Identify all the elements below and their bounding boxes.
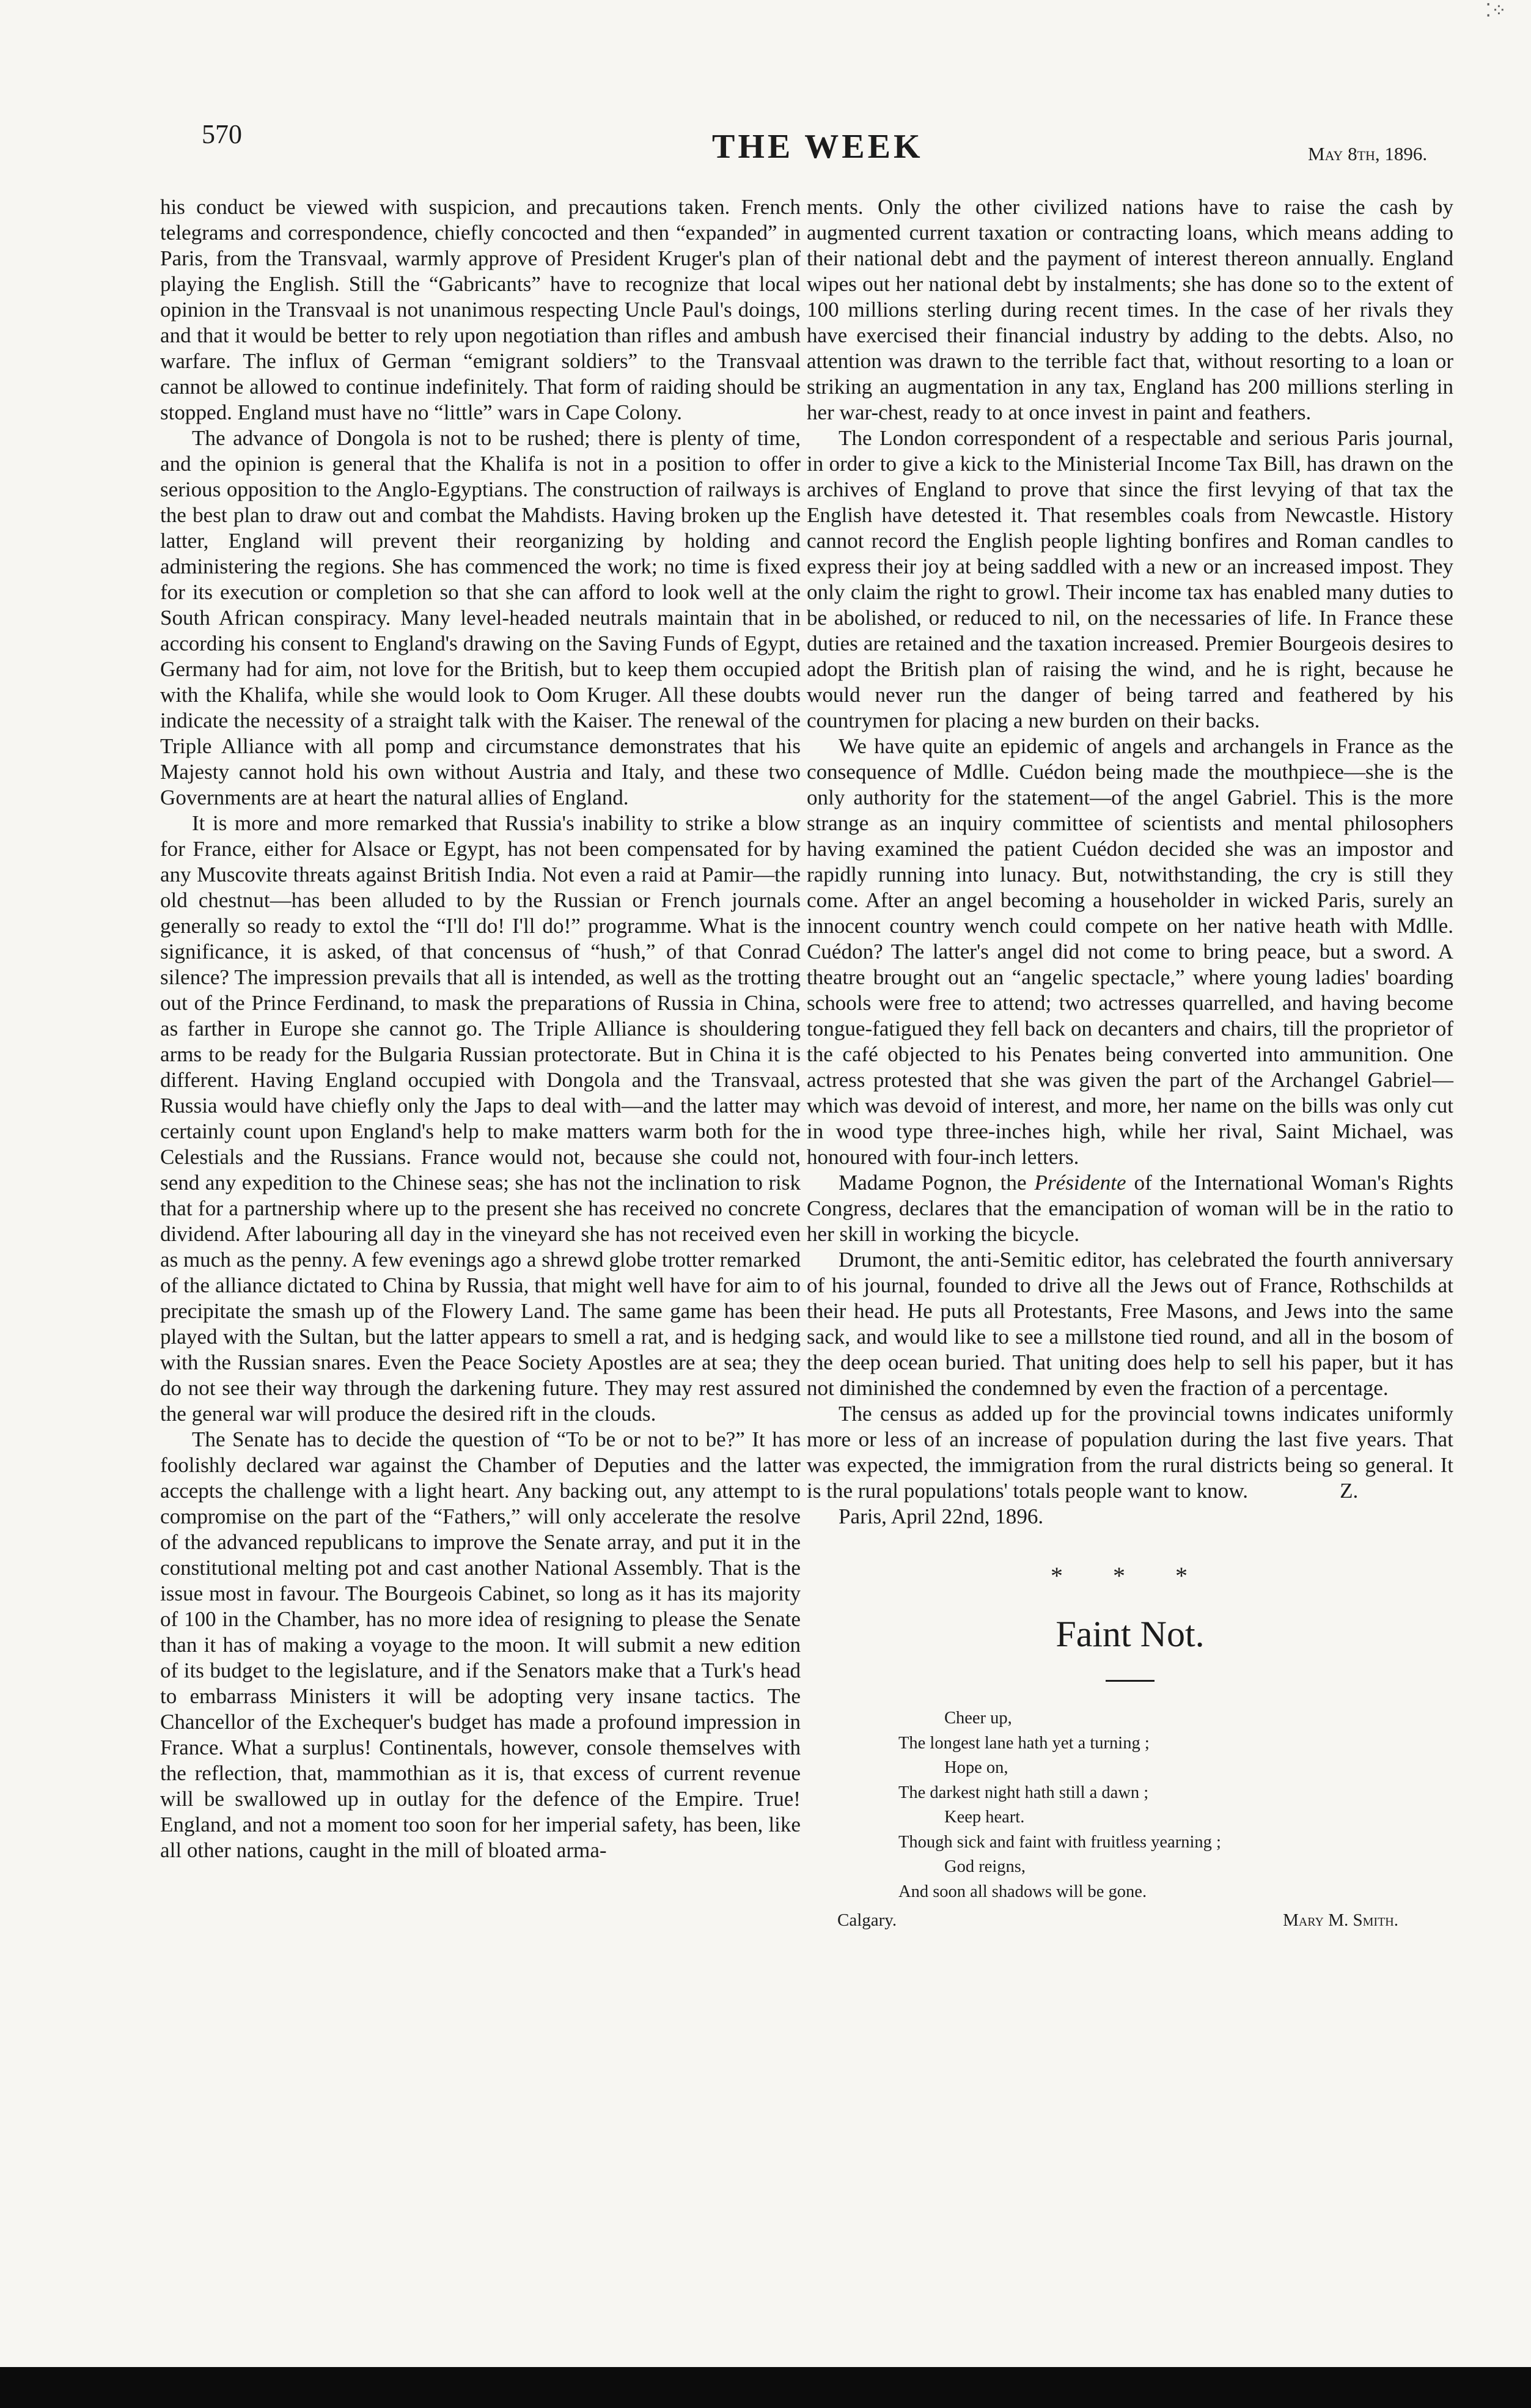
census-text: The census as added up for the provincial towns indicates uniformly more or less of an increase of population during the last five years. That was expected, the immigration from the rural districts being so general. It is the rural populations' totals people want to know. <box>807 1402 1453 1503</box>
paragraph-angels: We have quite an epidemic of angels and archangels in France as the consequence of Mdlle. Cuédon being made the mouthpiece—she is the only authority for the statement—of the angel Gabriel. This is the more strange as an inquiry committee of scientists and mental philosophers having examined the patient Cuédon decided she was an impostor and rapidly running into lunacy. But, notwithstanding, the cry is still they come. After an angel becoming a householder in wicked Paris, surely an innocent country wench could compete on her native heath with Mdlle. Cuédon? The latter's angel did not come to bring peace, but a sword. A theatre brought out an “angelic spectacle,” where young ladies' boarding schools were free to attend; two actresses quarrelled, and having become tongue-fatigued they fell back on decanters and chairs, till the proprietor of the café objected to his Penates being converted into ammunition. One actress protested that she was given the part of the Archangel Gabriel—which was devoid of interest, and more, her name on the bills was only cut in wood type three-inches high, while her rival, Saint Michael, was honoured with four-inch letters. <box>807 734 1453 1169</box>
poem-line: Cheer up, <box>944 1709 1012 1728</box>
poem-line: God reigns, <box>944 1857 1026 1876</box>
paragraph-transvaal-cont: his conduct be viewed with suspicion, and precautions taken. French telegrams and correspondence, chiefly concocted and then “expanded” in Paris, from the Transvaal, warmly approve of President Kruger's plan of playing the English. Still the “Gabricants” have to recognize that local opinion in the Transvaal is not unanimous respecting Uncle Paul's doings, and that it would be better to rely upon negotiation than rifles and ambush warfare. The influx of German “emigrant soldiers” to the Transvaal cannot be allowed to continue indefinitely. That form of raiding should be stopped. England must have no “little” wars in Cape Colony. <box>160 195 801 424</box>
poem-body <box>898 1706 1453 1904</box>
poem-title: Faint Not. <box>1056 1614 1205 1654</box>
paragraph-senate: The Senate has to decide the question of “To be or not to be?” It has foolishly declared war against the Chamber of Deputies and the latter accepts the challenge with a light heart. Any backing out, any attempt to compromise on the part of the “Fathers,” will only accelerate the resolve of the advanced republicans to improve the Senate array, and put it in the constitutional melting pot and cast another National Assembly. That is the issue most in favour. The Bourgeois Cabinet, so long as it has its majority of 100 in the Chamber, has no more idea of resigning to please the Senate than it has of making a voyage to the moon. It will submit a new edition of its budget to the legislature, and if the Senators make that a Turk's head to embarrass Ministers it will be adopting very insane tactics. The Chancellor of the Exchequer's budget has made a profound impression in France. What a surplus! Continentals, however, console themselves with the reflection, that, mammothian as it is, that excess of current revenue will be swallowed up in outlay for the defence of the Empire. True! England, and not a moment too soon for her imperial safety, has been, like all other nations, caught in the mill of bloated arma- <box>160 1427 801 1862</box>
paragraph-census <box>807 1401 1453 1504</box>
paragraph-russia: It is more and more remarked that Russia's inability to strike a blow for France, either for Alsace or Egypt, has not been compensated for by any Muscovite threats against British India. Not even a raid at Pamir—the old chestnut—has been alluded to by the Russian or French journals generally so ready to extol the “I'll do! I'll do!” programme. What is the significance, it is asked, of that concensus of “hush,” of that Conrad silence? The impression prevails that all is intended, as well as the trotting out of the Prince Ferdinand, to mask the preparations of Russia in China, as farther in Europe she cannot go. The Triple Alliance is shouldering arms to be ready for the Bulgaria Russian protectorate. But in China it is different. Having England occupied with Dongola and the Transvaal, Russia would have chiefly only the Japs to deal with—and the latter may certainly count upon England's help to make matters warm both for the Celestials and the Russians. France would not, because she could not, send any expedition to the Chinese seas; she has not the inclination to risk that for a partnership where up to the present she has received no concrete dividend. After labouring all day in the vineyard she has not received even as much as the penny. A few evenings ago a shrewd globe trotter remarked of the alliance dictated to China by Russia, that might well have for aim to precipitate the smash up of the Flowery Land. The same game has been played with the Sultan, but the latter appears to smell a rat, and is hedging with the Russian snares. Even the Peace Society Apostles are at sea; they do not see their way through the darkening future. They may rest assured the general war will produce the desired rift in the clouds. <box>160 811 801 1426</box>
poem-signature-row <box>807 1908 1453 1932</box>
article-dateline: Paris, April 22nd, 1896. <box>839 1504 1044 1528</box>
presidente-italic: Présidente <box>1034 1171 1126 1195</box>
page-corner-mark: ⁚⁘ <box>1485 1 1507 21</box>
issue-date: May 8th, 1896. <box>1308 143 1428 164</box>
scan-edge-band <box>0 2367 1531 2408</box>
poem-line: The longest lane hath yet a turning ; <box>898 1733 1150 1753</box>
right-column <box>807 194 1453 1932</box>
running-title: THE WEEK <box>712 128 923 166</box>
paragraph-armaments-cont: ments. Only the other civilized nations have to raise the cash by augmented current taxation or contracting loans, which means adding to their national debt and the payment of interest thereon annually. England wipes out her national debt by instalments; she has done so to the extent of 100 millions sterling during recent times. In the case of her rivals they have exercised their financial industry by adding to the debts. Also, no attention was drawn to the terrible fact that, without resorting to a loan or striking an augmentation in any tax, England has 200 millions sterling in her war-chest, ready to at once invest in paint and feathers. <box>807 195 1453 424</box>
poem-line: The darkest night hath still a dawn ; <box>898 1783 1149 1802</box>
article-signature: Z. <box>1340 1479 1359 1503</box>
title-rule <box>1106 1680 1155 1682</box>
left-column <box>160 194 801 1863</box>
poem-place: Calgary. <box>837 1910 897 1930</box>
poem-line: And soon all shadows will be gone. <box>898 1882 1147 1901</box>
paragraph-income-tax: The London correspondent of a respectable and serious Paris journal, in order to give a kick to the Ministerial Income Tax Bill, has drawn on the archives of England to prove that since the first levying of that tax the English have detested it. That resembles coals from Newcastle. History cannot record the English people lighting bonfires and Roman candles to express their joy at being saddled with a new or an increased impost. They only claim the right to growl. Their income tax has enabled many duties to be abolished, or reduced to nil, on the necessaries of life. In France these duties are retained and the taxation increased. Premier Bourgeois desires to adopt the British plan of raising the wind, and he is right, because he would never run the danger of being tarred and feathered by his countrymen for placing a new burden on their backs. <box>807 426 1453 732</box>
paragraph-drumont: Drumont, the anti-Semitic editor, has celebrated the fourth anniversary of his journal, founded to drive all the Jews out of France, Rothschilds at their head. He puts all Protestants, Free Masons, and Jews into the same sack, and would like to see a millstone tied round, and all in the bosom of the deep ocean buried. That uniting does help to sell his paper, but it has not diminished the condemned by even the fraction of a percentage. <box>807 1248 1453 1400</box>
poem-line: Keep heart. <box>944 1808 1025 1827</box>
poem-line: Though sick and faint with fruitless yearning ; <box>898 1832 1221 1852</box>
page-number: 570 <box>202 119 242 149</box>
pognon-text-start: Madame Pognon, the <box>839 1171 1035 1195</box>
pognon-text-end: of the International Woman's Rights Congress, declares that the emancipation of woman will be in the ratio to her skill in working the bicycle. <box>807 1171 1454 1246</box>
poem-line: Hope on, <box>944 1758 1008 1777</box>
poem-author: Mary M. Smith. <box>1283 1910 1398 1930</box>
paragraph-dongola: The advance of Dongola is not to be rushed; there is plenty of time, and the opinion is general that the Khalifa is not in a position to offer serious opposition to the Anglo-Egyptians. The construction of railways is the best plan to draw out and combat the Mahdists. Having broken up the latter, England will prevent their reorganizing by holding and administering the regions. She has commenced the work; no time is fixed for its execution or completion so that she can afford to look well at the South African conspiracy. Many level-headed neutrals maintain that in according his consent to England's drawing on the Saving Funds of Egypt, Germany had for aim, not love for the British, but to keep them occupied with the Khalifa, while she would look to Oom Kruger. All these doubts indicate the necessity of a straight talk with the Kaiser. The renewal of the Triple Alliance with all pomp and circumstance demonstrates that his Majesty cannot hold his own without Austria and Italy, and these two Governments are at heart the natural allies of England. <box>160 426 801 809</box>
section-separator: * * * <box>1051 1562 1210 1589</box>
paragraph-pognon <box>807 1170 1453 1247</box>
